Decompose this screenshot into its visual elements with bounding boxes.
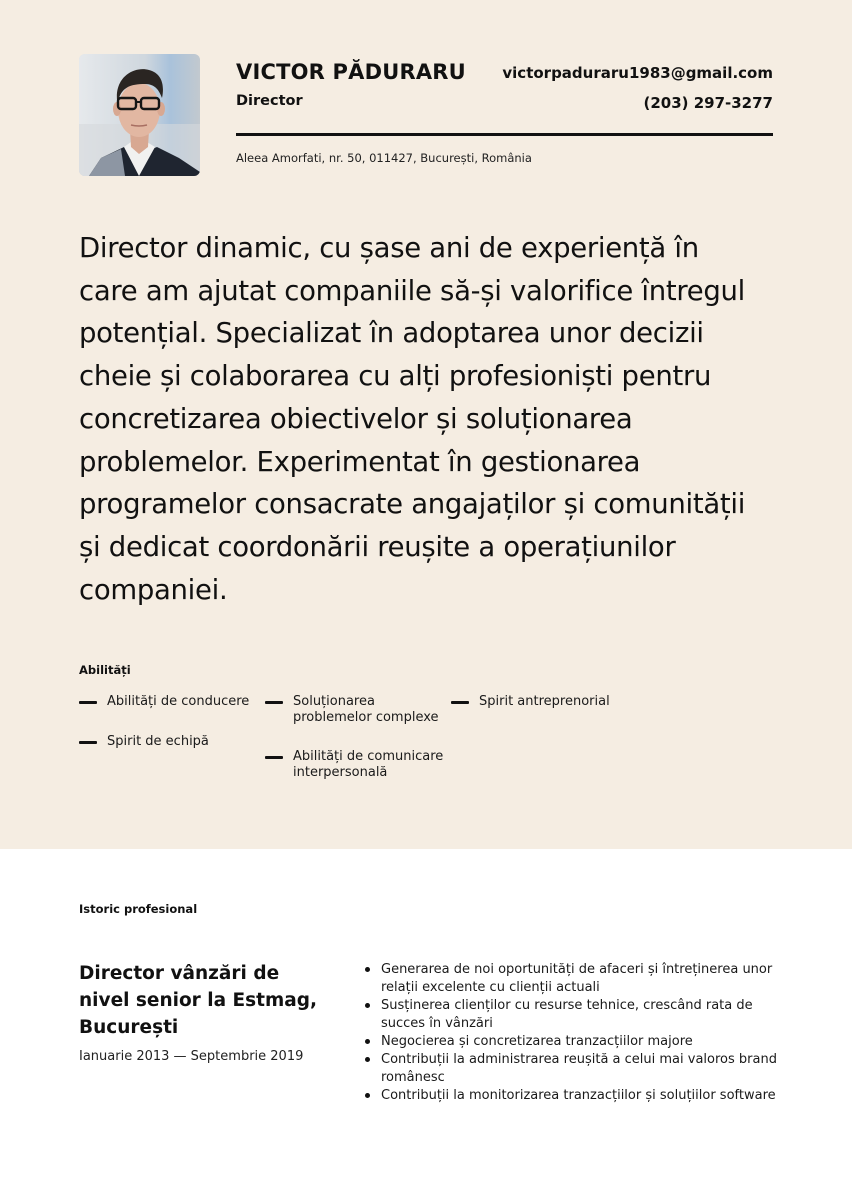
dash-icon — [451, 701, 469, 704]
skill-label: Soluționarea problemelor complexe — [293, 694, 439, 725]
list-item — [362, 997, 777, 1033]
dash-icon — [79, 741, 97, 744]
skill-item — [79, 694, 259, 710]
skill-label: Abilități de comunicare interpersonală — [293, 749, 444, 780]
job-title: Director vânzări de nivel senior la Estmag, București — [79, 963, 318, 1038]
bullet-icon — [365, 1093, 370, 1098]
candidate-role: Director — [236, 93, 303, 109]
skill-label: Spirit de echipă — [107, 734, 209, 749]
bullet-icon — [365, 1057, 370, 1062]
dash-icon — [79, 701, 97, 704]
candidate-name: VICTOR PĂDURARU — [236, 60, 466, 84]
address: Aleea Amorfati, nr. 50, 011427, București, România — [236, 151, 532, 165]
list-item-text: Contribuții la administrarea reușită a celui mai valoros brand românesc — [381, 1052, 777, 1085]
list-item-text: Contribuții la monitorizarea tranzacțiilor și soluțiilor software — [381, 1088, 776, 1103]
list-item-text: Negocierea și concretizarea tranzacțiilor majore — [381, 1034, 693, 1049]
phone-number: (203) 297-3277 — [643, 94, 773, 112]
list-item — [362, 1033, 777, 1051]
dash-icon — [265, 756, 283, 759]
skills-heading: Abilități — [79, 663, 131, 677]
list-item — [362, 1051, 777, 1087]
profile-summary: Director dinamic, cu șase ani de experiență în care am ajutat companiile să-și valorifice întregul potențial. Specializat în adoptarea unor decizii cheie și colaborarea cu alți profesioniști pentru concretizarea obiectivelor și soluționarea problemelor. Experimentat în gestionarea programelor consacrate angajaților și comunității și dedicat coordonării reușite a operațiunilor companiei. — [79, 232, 746, 606]
job-dates: Ianuarie 2013 — Septembrie 2019 — [79, 1049, 304, 1064]
skill-item — [451, 694, 631, 710]
skill-item — [265, 694, 445, 726]
dash-icon — [265, 701, 283, 704]
header-divider — [236, 133, 773, 136]
bullet-icon — [365, 1039, 370, 1044]
skill-item — [79, 734, 259, 750]
work-history-heading: Istoric profesional — [79, 902, 198, 916]
person-photo-icon — [79, 54, 200, 176]
profile-photo — [79, 54, 200, 176]
email-link[interactable]: victorpaduraru1983@gmail.com — [502, 64, 773, 82]
list-item — [362, 1087, 777, 1105]
list-item-text: Susținerea clienților cu resurse tehnice, crescând rata de succes în vânzări — [381, 998, 753, 1031]
job-responsibilities — [362, 961, 777, 1105]
list-item-text: Generarea de noi oportunități de afaceri și întreținerea unor relații excelente cu clienții actuali — [381, 962, 773, 995]
bullet-icon — [365, 967, 370, 972]
list-item — [362, 961, 777, 997]
bullet-icon — [365, 1003, 370, 1008]
skill-label: Spirit antreprenorial — [479, 694, 610, 709]
skill-item — [265, 749, 445, 781]
skill-label: Abilități de conducere — [107, 694, 250, 709]
